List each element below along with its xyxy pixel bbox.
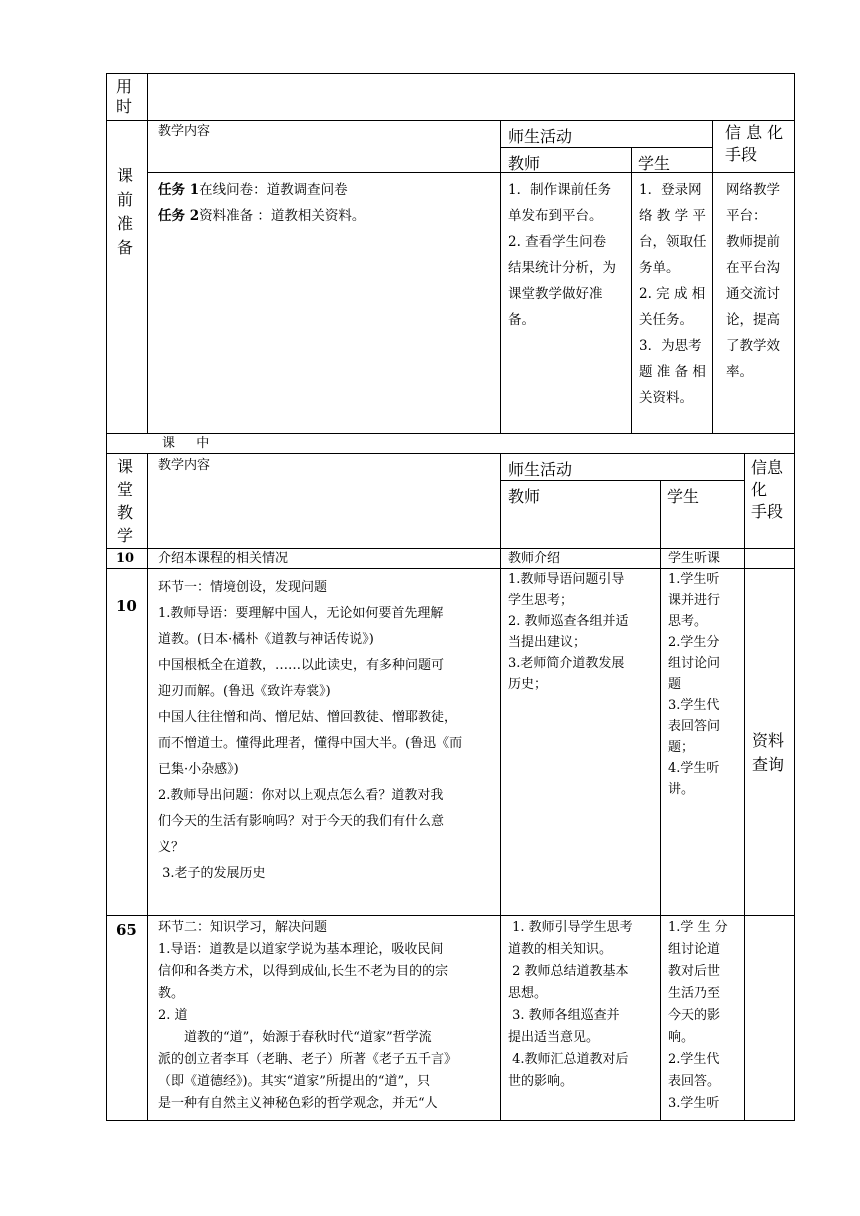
- row3-teacher-line: 1. 教师引导学生思考: [508, 920, 633, 935]
- row2-teacher-line: 学生思考；: [508, 593, 574, 608]
- row3-teacher-line: 提出适当意见。: [508, 1030, 600, 1045]
- pre-info-line: 了教学效: [726, 338, 780, 354]
- row2-student-line: 1.学生听: [668, 572, 720, 587]
- row2-content-line: 迎刃而解。(鲁迅《致许寿裳》): [158, 684, 331, 699]
- row1-student: 学生听课: [668, 551, 721, 566]
- pre-content-header: 教学内容: [158, 124, 211, 139]
- row3-content-line: （即《道德经》)。其实“道家”所提出的“道”，只: [158, 1074, 431, 1089]
- row2-content: [158, 575, 462, 887]
- pre-info-tools: [726, 177, 780, 385]
- pre-info-line: 教师提前: [726, 234, 780, 250]
- row3-teacher-line: 2 教师总结道教基本: [508, 964, 629, 979]
- row2-content-line: 们今天的生活有影响吗？对于今天的我们有什么意: [158, 814, 445, 829]
- pre-student-line: 络 教 学 平: [639, 208, 706, 224]
- row2-teacher-line: 3.老师简介道教发展: [508, 656, 625, 671]
- row3-content-line: 1.导语：道教是以道家学说为基本理论，吸收民间: [158, 942, 444, 957]
- row2-content-line: 中国根柢全在道教，……以此读史，有多种问题可: [158, 658, 445, 673]
- row3-content-line: 2. 道: [158, 1008, 188, 1023]
- row2-student-line: 3.学生代: [668, 698, 720, 713]
- row3-student-line: 表回答。: [668, 1074, 721, 1089]
- pre-student-line: 3．为思考: [639, 338, 702, 354]
- pre-activity-header: 师生活动: [508, 127, 573, 146]
- row2-student: [668, 569, 720, 800]
- row3-time: 65: [116, 921, 137, 939]
- task-1-label: 任务 1: [158, 182, 200, 198]
- row2-student-line: 组讨论问: [668, 656, 721, 671]
- pre-class-side-label: 课 前 准 备: [116, 166, 133, 257]
- row3-student-line: 组讨论道: [668, 942, 721, 957]
- row3-content-line: 环节二：知识学习，解决问题: [158, 920, 328, 935]
- pre-info-line: 通交流讨: [726, 286, 780, 302]
- row2-time: 10: [116, 597, 137, 615]
- task-2-text: 资料准备 ：道教相关资料。: [199, 208, 366, 224]
- in-content-header: 教学内容: [158, 458, 211, 473]
- row3-teacher-line: 3. 教师各组巡查并: [508, 1008, 620, 1023]
- row3-teacher-line: 4.教师汇总道教对后: [508, 1052, 629, 1067]
- row2-student-line: 讲。: [668, 782, 695, 797]
- pre-teacher-line: 单发布到平台。: [508, 208, 603, 224]
- row2-student-line: 4.学生听: [668, 761, 720, 776]
- row3-content-line: 派的创立者李耳（老聃、老子）所著《老子五千言》: [158, 1052, 458, 1067]
- pre-info-line: 率。: [726, 364, 753, 380]
- row2-content-line: 1.教师导语：要理解中国人，无论如何要首先理解: [158, 606, 444, 621]
- row2-student-line: 表回答问: [668, 719, 721, 734]
- pre-student-line: 2. 完 成 相: [639, 286, 706, 302]
- row1-teacher: 教师介绍: [508, 551, 561, 566]
- row3-student-line: 教对后世: [668, 964, 721, 979]
- row2-student-line: 课并进行: [668, 593, 721, 608]
- row2-student-line: 题: [668, 677, 682, 692]
- row1-content: 介绍本课程的相关情况: [158, 551, 289, 566]
- row3-teacher-line: 道教的相关知识。: [508, 942, 613, 957]
- pre-info-line: 平台：: [726, 208, 767, 224]
- row3-teacher-line: 世的影响。: [508, 1074, 574, 1089]
- row3-content-line: 是一种有自然主义神秘色彩的哲学观念，并无“人: [158, 1096, 438, 1111]
- in-student-header: 学生: [667, 487, 700, 506]
- pre-teacher-activities: [508, 177, 616, 333]
- task-1-text: 在线问卷：道教调查问卷: [199, 182, 348, 198]
- row2-teacher-line: 当提出建议；: [508, 635, 587, 650]
- pre-student-line: 关任务。: [639, 312, 693, 328]
- row2-student-line: 思考。: [668, 614, 708, 629]
- row3-student: [668, 917, 728, 1115]
- row3-student-line: 3.学生听: [668, 1096, 720, 1111]
- task-2-label: 任务 2: [158, 208, 200, 224]
- task-2: [158, 203, 365, 229]
- pre-info-header: 信 息 化 手段: [725, 123, 784, 164]
- pre-info-line: 在平台沟: [726, 260, 780, 276]
- row3-content: [158, 917, 457, 1115]
- pre-info-line: 网络教学: [726, 182, 780, 198]
- in-activity-header: 师生活动: [508, 460, 573, 479]
- row2-content-line: 已集·小杂感》): [158, 762, 239, 777]
- pre-student-activities: [639, 177, 707, 411]
- pre-teacher-header: 教师: [508, 154, 541, 173]
- row1-time: 10: [116, 551, 135, 566]
- row2-teacher-line: 1.教师导语问题引导: [508, 572, 625, 587]
- row3-teacher: [508, 917, 633, 1093]
- row3-student-line: 1.学 生 分: [668, 920, 728, 935]
- pre-teacher-line: 1．制作课前任务: [508, 182, 612, 198]
- row2-student-line: 2.学生分: [668, 635, 720, 650]
- in-teacher-header: 教师: [508, 487, 541, 506]
- row3-student-line: 2.学生代: [668, 1052, 720, 1067]
- row2-teacher-line: 2. 教师巡查各组并适: [508, 614, 629, 629]
- row3-student-line: 响。: [668, 1030, 695, 1045]
- row2-student-line: 题；: [668, 740, 695, 755]
- row2-content-line: 而不憎道士。懂得此理者，懂得中国大半。(鲁迅《而: [158, 736, 463, 751]
- pre-student-line: 题 准 备 相: [639, 364, 706, 380]
- row3-teacher-line: 思想。: [508, 986, 548, 1001]
- pre-student-line: 台，领取任: [639, 234, 707, 250]
- time-label: 用 时: [116, 77, 133, 116]
- row2-content-line: 道教。(日本·橘朴《道教与神话传说》): [158, 632, 374, 647]
- in-info-header: 信息 化 手段: [751, 458, 784, 521]
- row2-content-line: 2.教师导出问题：你对以上观点怎么看？道教对我: [158, 788, 444, 803]
- task-1: [158, 177, 348, 203]
- pre-student-line: 务单。: [639, 260, 680, 276]
- pre-teacher-line: 备。: [508, 312, 535, 328]
- row2-content-line: 中国人往往憎和尚、憎尼姑、憎回教徒、憎耶教徒，: [158, 710, 458, 725]
- in-class-side-label: 课 堂 教 学: [116, 457, 133, 545]
- row2-teacher: [508, 569, 629, 695]
- row3-content-line: 道教的“道”，始源于春秋时代“道家”哲学流: [158, 1030, 432, 1045]
- row2-teacher-line: 历史；: [508, 677, 548, 692]
- pre-student-line: 关资料。: [639, 390, 693, 406]
- pre-student-line: 1．登录网: [639, 182, 702, 198]
- row2-content-line: 义？: [158, 840, 185, 855]
- pre-teacher-line: 课堂教学做好准: [508, 286, 603, 302]
- row2-info: 资料 查询: [752, 731, 785, 774]
- in-class-row-label: 课 中: [162, 436, 210, 451]
- row2-content-line: 3.老子的发展历史: [158, 866, 266, 881]
- row3-student-line: 生活乃至: [668, 986, 721, 1001]
- pre-teacher-line: 2. 查看学生问卷: [508, 234, 607, 250]
- pre-info-line: 论，提高: [726, 312, 780, 328]
- pre-student-header: 学生: [638, 154, 671, 173]
- pre-teacher-line: 结果统计分析，为: [508, 260, 616, 276]
- row3-student-line: 今天的影: [668, 1008, 721, 1023]
- row2-content-line: 环节一：情境创设，发现问题: [158, 580, 328, 595]
- row3-content-line: 教。: [158, 986, 185, 1001]
- row3-content-line: 信仰和各类方术，以得到成仙,长生不老为目的的宗: [158, 964, 449, 979]
